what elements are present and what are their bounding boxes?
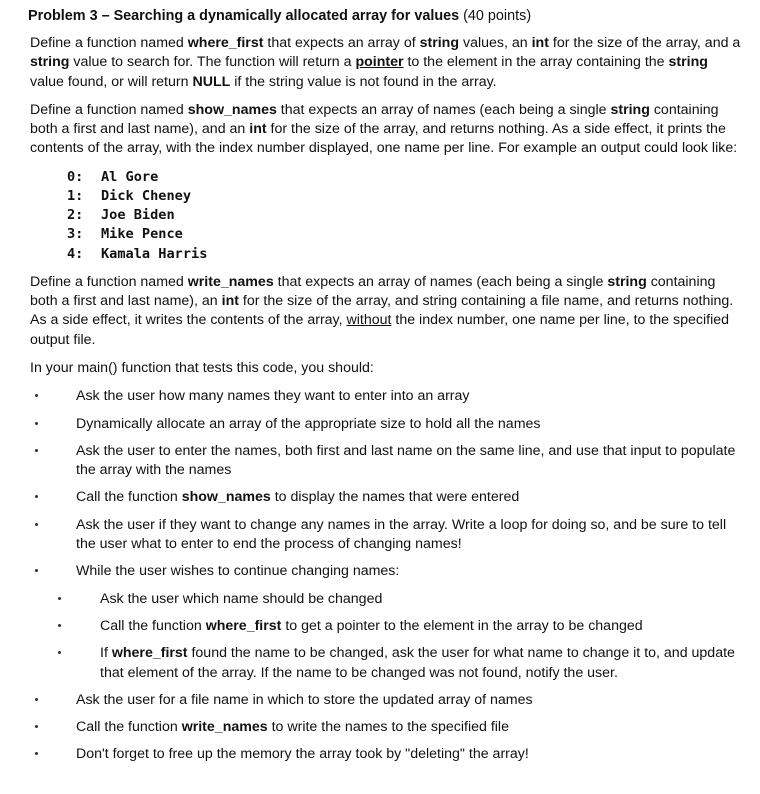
bullet-icon	[35, 394, 38, 397]
text-run: Define a function named	[30, 101, 188, 118]
text-run: that expects an array of names (each being a single	[273, 273, 608, 290]
sample-output-block	[67, 168, 742, 264]
list-item	[30, 718, 742, 737]
text-run: that expects an array of names (each being a single	[276, 101, 611, 118]
step-text: While the user wishes to continue changing names:	[76, 563, 400, 580]
line-name: Kamala Harris	[101, 245, 208, 262]
list-item	[30, 590, 742, 609]
paragraph-where-first	[30, 34, 742, 92]
step-text: Ask the user which name should be changed	[100, 590, 383, 607]
line-name: Mike Pence	[101, 226, 183, 243]
bullet-icon	[35, 698, 38, 701]
text-run: containing both a first and last name), an	[30, 273, 716, 310]
list-item	[30, 415, 742, 434]
line-index: 1:	[67, 187, 84, 204]
sample-output-line	[67, 187, 742, 206]
list-item	[30, 644, 742, 683]
bullet-icon	[35, 752, 38, 755]
text-run: values, an	[459, 35, 532, 51]
title-points: (40 points)	[463, 8, 532, 24]
text-run: Call the function	[76, 489, 182, 506]
step-text: Don't forget to free up the memory the array took by "deleting" the array!	[76, 746, 529, 763]
main-steps-list	[30, 387, 742, 581]
bold-run: int	[249, 121, 267, 138]
line-index: 2:	[67, 207, 84, 224]
step-text: Ask the user to enter the names, both first and last name on the same line, and use that input to populate the array with the names	[76, 442, 736, 479]
sample-output-line	[67, 225, 742, 244]
list-item	[30, 516, 742, 555]
line-name: Al Gore	[101, 168, 159, 185]
bullet-icon	[35, 569, 38, 572]
text-run: if the string value is not found in the array.	[230, 73, 497, 90]
paragraph-main-intro: In your main() function that tests this code, you should:	[30, 359, 374, 376]
line-index: 3:	[67, 226, 84, 243]
text-run: for the size of the array, and returns nothing. As a side effect, it prints the contents of the array, with the index number displayed, one name per line. For example an output could look like:	[30, 121, 738, 157]
bold-run: NULL	[192, 73, 231, 90]
text-run: that expects an array of	[263, 35, 420, 51]
step-text: Ask the user if they want to change any names in the array. Write a loop for doing so, and be sure to tell the user what to enter to end the process of changing names!	[76, 516, 727, 553]
bold-run: write_names	[181, 719, 268, 736]
bullet-icon	[58, 651, 61, 654]
paragraph-write-names	[30, 273, 742, 350]
sample-output-line	[67, 168, 742, 187]
text-run: Call the function	[76, 719, 182, 736]
main-steps-list-continued	[30, 691, 742, 765]
nested-steps-list	[30, 590, 742, 683]
list-item	[30, 691, 742, 710]
bold-run: write_names	[187, 273, 274, 290]
list-item	[30, 562, 742, 581]
text-run: to write the names to the specified file	[267, 719, 509, 736]
text-run: to the element in the array containing the	[403, 54, 669, 71]
bold-run: show_names	[181, 489, 271, 506]
text-run: found the name to be changed, ask the user for what name to change it to, and update that element of the array. If the name to be changed was not found, notify the user.	[100, 645, 735, 681]
bullet-icon	[35, 449, 38, 452]
line-index: 0:	[67, 168, 84, 185]
bold-run: string	[419, 35, 460, 51]
step-text: Dynamically allocate an array of the appropriate size to hold all the names	[76, 415, 541, 432]
bold-run: string	[30, 54, 70, 71]
paragraph-show-names	[30, 101, 742, 159]
bullet-icon	[35, 495, 38, 498]
text-run: Call the function	[100, 617, 206, 634]
text-run: Define a function named	[30, 273, 188, 290]
list-item	[30, 745, 742, 764]
text-run: for the size of the array, and a	[548, 35, 741, 51]
line-name: Joe Biden	[101, 207, 175, 224]
text-run: Define a function named	[30, 35, 188, 51]
text-run: the index number, one name per line, to the specified output file.	[30, 312, 729, 348]
list-item	[30, 617, 742, 636]
bold-run: string	[607, 273, 647, 290]
bullet-icon	[58, 624, 61, 627]
step-text: Ask the user for a file name in which to store the updated array of names	[76, 691, 533, 708]
text-run: If	[100, 645, 112, 662]
bullet-icon	[35, 725, 38, 728]
step-text: Ask the user how many names they want to enter into an array	[76, 388, 470, 405]
bullet-icon	[58, 597, 61, 600]
text-run: value found, or will return	[30, 73, 193, 90]
bold-run: where_first	[187, 35, 264, 51]
text-run: for the size of the array, and string containing a file name, and returns nothing. As a side effect, it writes the contents of the array,	[30, 293, 734, 329]
bullet-icon	[35, 422, 38, 425]
text-run: containing both a first and last name), and an	[30, 101, 719, 138]
bullet-icon	[35, 523, 38, 526]
bold-run: int	[221, 293, 239, 310]
text-run: value to search for. The function will return a	[69, 54, 356, 71]
bold-underline-run: pointer	[355, 54, 404, 71]
sample-output-line	[67, 245, 742, 264]
bold-run: string	[610, 101, 650, 118]
problem-title	[28, 8, 742, 24]
bold-run: string	[668, 54, 708, 71]
underline-run: without	[346, 312, 392, 329]
bold-run: int	[531, 35, 549, 51]
line-name: Dick Cheney	[101, 187, 192, 204]
bold-run: show_names	[187, 101, 277, 118]
list-item	[30, 387, 742, 406]
list-item	[30, 442, 742, 481]
sample-output-line	[67, 206, 742, 225]
bold-run: where_first	[111, 645, 188, 662]
bold-run: where_first	[205, 617, 282, 634]
text-run: to display the names that were entered	[270, 489, 520, 506]
text-run: to get a pointer to the element in the array to be changed	[281, 617, 643, 634]
list-item	[30, 488, 742, 507]
title-text: Problem 3 – Searching a dynamically allocated array for values	[28, 8, 460, 24]
line-index: 4:	[67, 245, 84, 262]
